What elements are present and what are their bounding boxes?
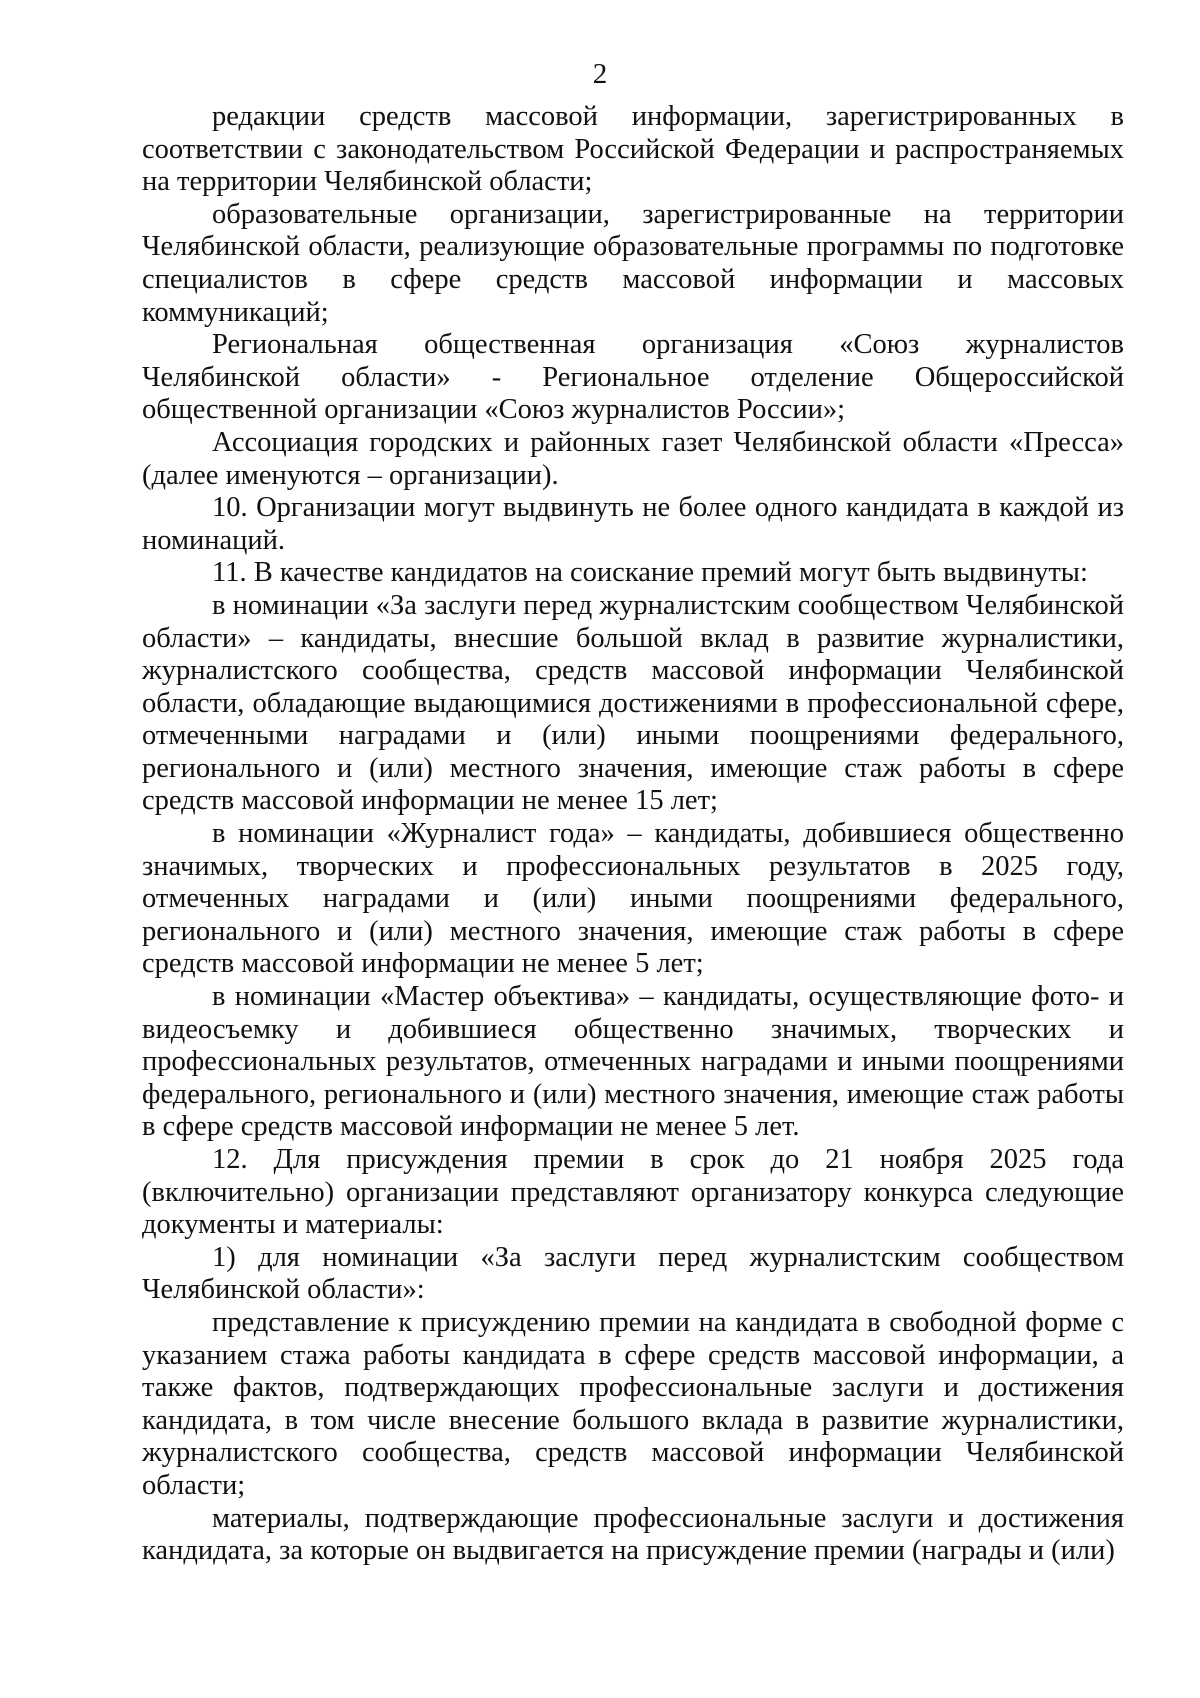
paragraph-item-11: 11. В качестве кандидатов на соискание премий могут быть выдвинуты: — [212, 557, 1088, 589]
paragraph-mass-media-editors: редакции средств массовой информации, зарегистрированных в соответствии с законодательством Российской Федерации и распространяемых на территории Челябинской области; — [142, 101, 1124, 198]
paragraph-educational-organizations: образовательные организации, зарегистрированные на территории Челябинской области, реализующие образовательные программы по подготовке специалистов в сфере средств массовой информации и массовых коммуникаций; — [142, 198, 1124, 328]
paragraph-journalists-union: Региональная общественная организация «Союз журналистов Челябинской области» - Региональное отделение Общероссийской общественной организации «Союз журналистов России»; — [142, 329, 1124, 426]
paragraph-nomination-merits: в номинации «За заслуги перед журналистским сообществом Челябинской области» – кандидаты, внесшие большой вклад в развитие журналистики, журналистского сообщества, средств массовой информации Челябинской области, обладающие выдающимися достижениями в профессиональной сфере, отмеченными наградами и (или) иными поощрениями федерального, регионального и (или) местного значения, имеющие стаж работы в сфере средств массовой информации не менее 15 лет; — [142, 589, 1124, 817]
paragraph-supporting-materials: материалы, подтверждающие профессиональные заслуги и достижения кандидата, за которые он выдвигается на присуждение премии (награды и (или) — [142, 1502, 1124, 1567]
paragraph-item-12: 12. Для присуждения премии в срок до 21 ноября 2025 года (включительно) организации представляют организатору конкурса следующие документы и материалы: — [142, 1144, 1124, 1241]
page-number: 2 — [592, 58, 608, 90]
document-body — [142, 101, 1124, 1568]
paragraph-item-10: 10. Организации могут выдвинуть не более одного кандидата в каждой из номинаций. — [142, 492, 1124, 556]
paragraph-submission-form: представление к присуждению премии на кандидата в свободной форме с указанием стажа работы кандидата в сфере средств массовой информации, а также фактов, подтверждающих профессиональные заслуги и достижения кандидата, в том числе внесение большого вклада в развитие журналистики, журналистского сообщества, средств массовой информации Челябинской области; — [142, 1306, 1124, 1501]
paragraph-press-association: Ассоциация городских и районных газет Челябинской области «Пресса» (далее именуются – организации). — [142, 426, 1124, 491]
paragraph-nomination-lens-master: в номинации «Мастер объектива» – кандидаты, осуществляющие фото- и видеосъемку и добившиеся общественно значимых, творческих и профессиональных результатов, отмеченных наградами и иными поощрениями федерального, регионального и (или) местного значения, имеющие стаж работы в сфере средств массовой информации не менее 5 лет. — [142, 981, 1124, 1143]
paragraph-subitem-1: 1) для номинации «За заслуги перед журналистским сообществом Челябинской области»: — [142, 1241, 1124, 1306]
paragraph-nomination-journalist-of-year: в номинации «Журналист года» – кандидаты, добившиеся общественно значимых, творческих и профессиональных результатов в 2025 году, отмеченных наградами и (или) иными поощрениями федерального, регионального и (или) местного значения, имеющие стаж работы в сфере средств массовой информации не менее 5 лет; — [142, 818, 1124, 980]
